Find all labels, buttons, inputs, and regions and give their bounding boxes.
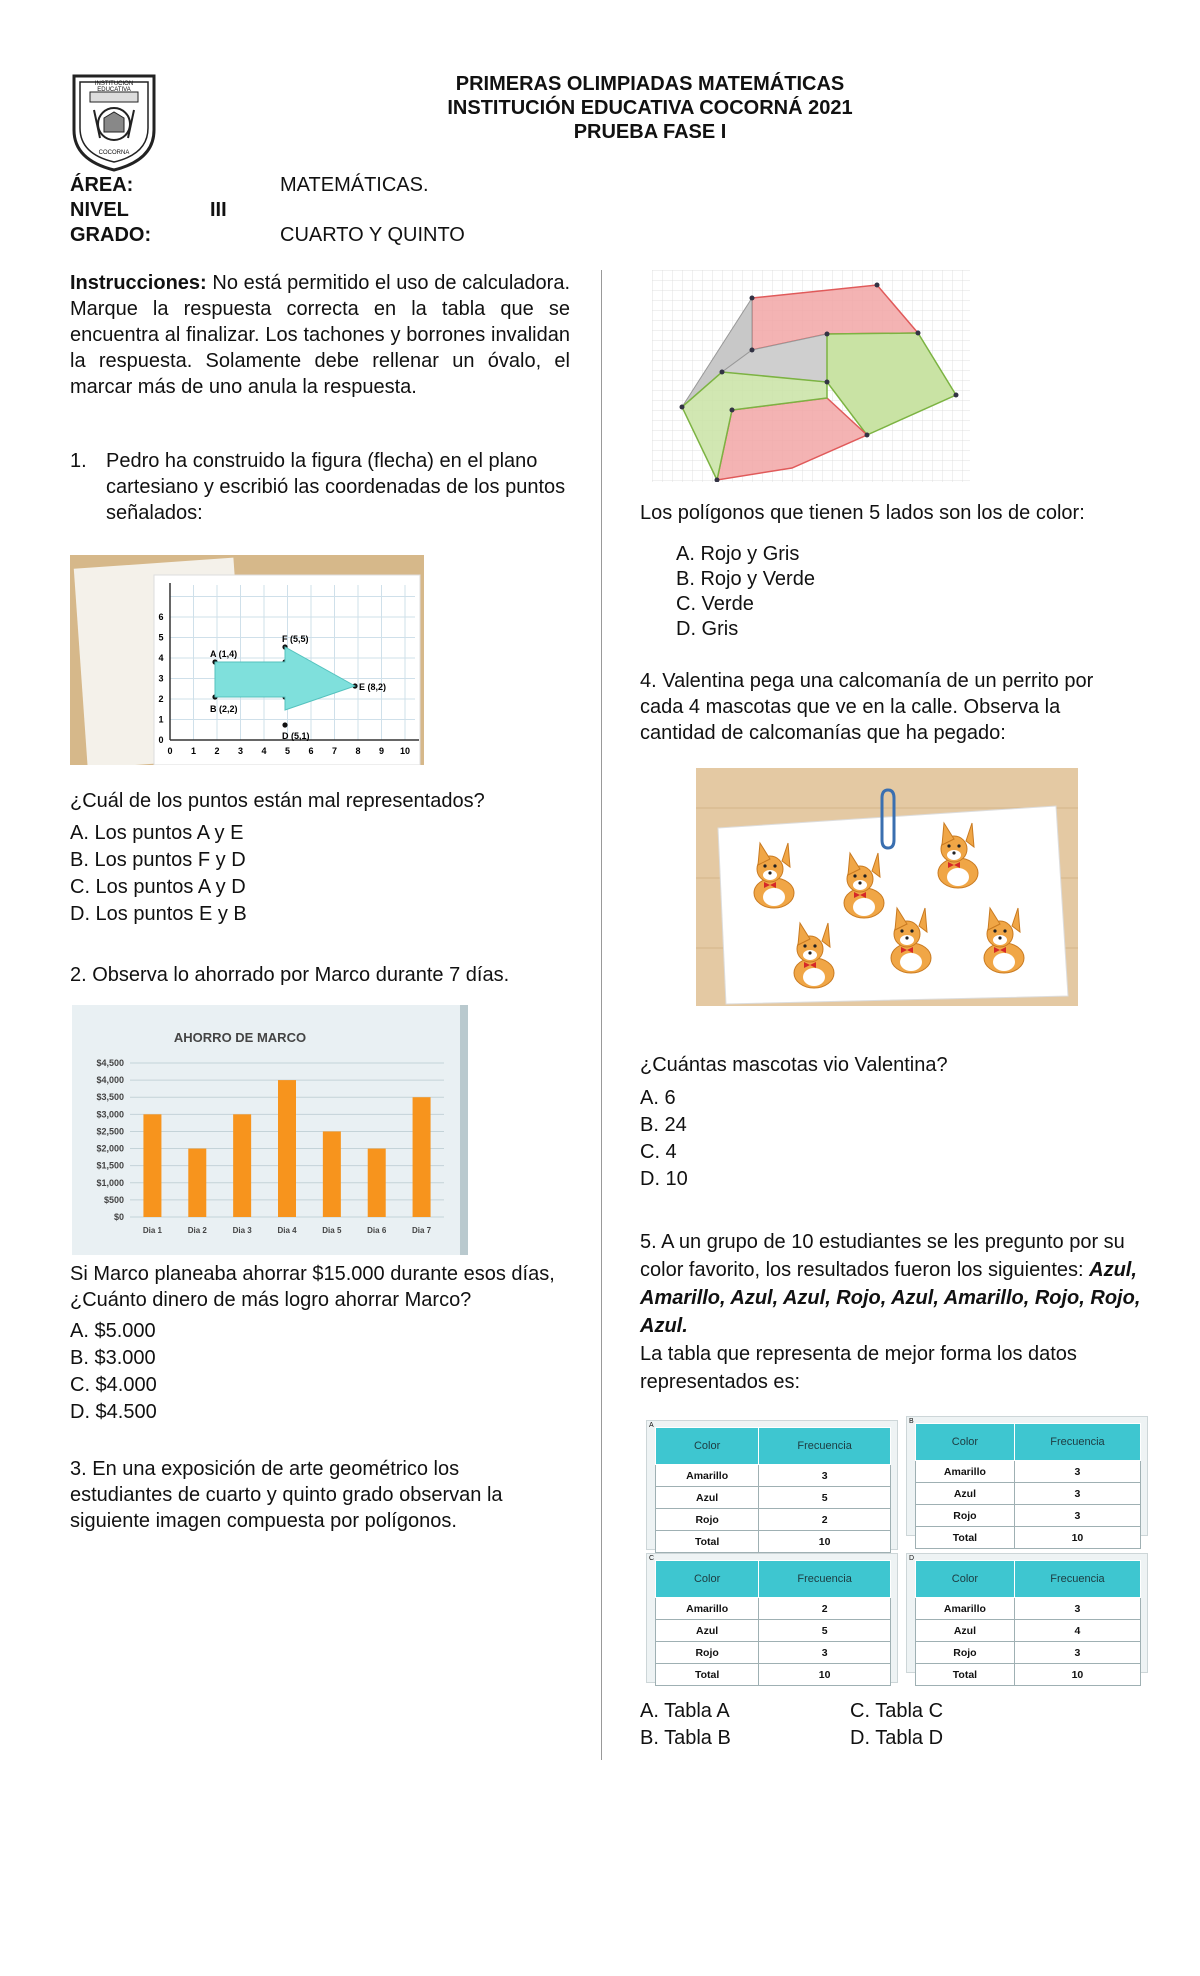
- chart-title: AHORRO DE MARCO: [173, 1030, 307, 1045]
- q5-text: [640, 1228, 1150, 1396]
- table-row: [916, 1620, 1141, 1642]
- left-column: [70, 270, 570, 1532]
- table-cell: 5: [759, 1487, 891, 1509]
- table-row: [916, 1505, 1141, 1527]
- q1-x-tick: 10: [399, 746, 411, 756]
- table-cell: 2: [759, 1509, 891, 1531]
- table-header: Color: [916, 1424, 1015, 1461]
- chart-bar: [278, 1080, 296, 1217]
- q1-y-tick: 4: [158, 653, 164, 663]
- q1-question: ¿Cuál de los puntos están mal representados?: [70, 790, 485, 812]
- q1-option-a[interactable]: A. Los puntos A y E: [70, 822, 244, 844]
- school-logo: [70, 72, 158, 172]
- q4-option-c[interactable]: C. 4: [640, 1141, 677, 1163]
- table-cell: 5: [759, 1620, 891, 1642]
- q1-y-tick: 3: [158, 673, 164, 684]
- table-cell: Amarillo: [656, 1465, 759, 1487]
- q5-table-a: [646, 1420, 898, 1550]
- q5-after: La tabla que representa de mejor forma los datos representados es:: [640, 1343, 1077, 1393]
- q5-table-d: [906, 1553, 1148, 1681]
- chart-y-tick: $1,500: [96, 1160, 124, 1171]
- q3-option-c[interactable]: C. Verde: [676, 593, 754, 615]
- q1-option-c[interactable]: C. Los puntos A y D: [70, 876, 246, 898]
- q1-x-tick: 0: [167, 746, 173, 756]
- q4-option-d[interactable]: D. 10: [640, 1168, 688, 1190]
- q5-option-b[interactable]: B. Tabla B: [640, 1727, 731, 1749]
- q3-question: Los polígonos que tienen 5 lados son los de color:: [640, 502, 1085, 524]
- logo-bottom-text: COCORNA: [98, 150, 130, 156]
- chart-bar: [368, 1149, 386, 1217]
- q3-text: 3. En una exposición de arte geométrico los estudiantes de cuarto y quinto grado observan la siguiente imagen compuesta por polígonos.: [70, 1458, 503, 1532]
- header-title-1: PRIMERAS OLIMPIADAS MATEMÁTICAS: [455, 73, 845, 95]
- chart-x-tick: Dia 7: [412, 1226, 432, 1235]
- chart-y-tick: $2,000: [96, 1143, 124, 1154]
- q3-options: [676, 542, 815, 642]
- table-cell: Total: [656, 1664, 759, 1686]
- table-cell: 4: [1014, 1620, 1140, 1642]
- q1-x-tick: 9: [378, 746, 385, 756]
- area-value: MATEMÁTICAS.: [280, 174, 429, 196]
- q1-cartesian-figure: [70, 555, 424, 765]
- table-header: Color: [656, 1428, 759, 1465]
- table-row: [656, 1531, 891, 1553]
- q1-point: [282, 722, 287, 727]
- table-cell: 3: [759, 1642, 891, 1664]
- table-row: [656, 1664, 891, 1686]
- table-row: [656, 1487, 891, 1509]
- q5-option-c[interactable]: C. Tabla C: [850, 1700, 944, 1722]
- q2-text: 2. Observa lo ahorrado por Marco durante 7 días.: [70, 964, 510, 986]
- chart-svg: [72, 1005, 460, 1255]
- chart-bar: [323, 1131, 341, 1217]
- table-header: Color: [916, 1561, 1015, 1598]
- chart-x-tick: Dia 3: [232, 1226, 252, 1235]
- q1-x-tick: 7: [331, 746, 338, 756]
- chart-y-tick: $4,500: [96, 1058, 124, 1068]
- logo-top-text: INSTITUCION EDUCATIVA: [94, 81, 134, 93]
- q1-point-label: B (2,2): [210, 704, 238, 714]
- q1-x-tick: 3: [237, 746, 244, 756]
- q1-option-d[interactable]: D. Los puntos E y B: [70, 903, 247, 925]
- q1-option-b[interactable]: B. Los puntos F y D: [70, 849, 246, 871]
- q1-options: [70, 820, 247, 928]
- q1-x-tick: 5: [284, 746, 291, 756]
- chart-bar: [188, 1149, 206, 1217]
- q1-point-label: A (1,4): [210, 649, 238, 659]
- table-cell: 10: [759, 1664, 891, 1686]
- question-1: [70, 448, 570, 526]
- table-row: [656, 1509, 891, 1531]
- chart-x-tick: Dia 2: [187, 1226, 207, 1235]
- table-cell: Azul: [656, 1620, 759, 1642]
- table-cell: 3: [1014, 1598, 1140, 1620]
- q1-y-tick: 2: [158, 694, 164, 704]
- table-cell: 3: [1014, 1642, 1140, 1664]
- table-cell: Amarillo: [916, 1598, 1015, 1620]
- area-label: ÁREA:: [70, 174, 134, 196]
- table-row: [916, 1483, 1141, 1505]
- q4-text: 4. Valentina pega una calcomanía de un perrito por cada 4 mascotas que ve en la calle. Observa la cantidad de calcomanías que ha pegado:: [640, 670, 1094, 744]
- chart-bar: [143, 1114, 161, 1217]
- instructions-text: No está permitido el uso de calculadora. Marque la respuesta correcta en la tabla que se encuentra al finalizar. Los tachones y borrones invalidan la respuesta. Solamente debe rellenar un óvalo, el marcar más de uno anula la respuesta.: [70, 272, 570, 398]
- instructions: [70, 270, 570, 420]
- q2-question: Si Marco planeaba ahorrar $15.000 durante esos días, ¿Cuánto dinero de más logro ahorrar Marco?: [70, 1263, 555, 1311]
- chart-bar: [413, 1097, 431, 1217]
- q1-y-tick: 6: [158, 612, 164, 622]
- table-tag: D: [909, 1555, 915, 1562]
- table-cell: 10: [1014, 1527, 1140, 1549]
- q5-colors: Azul, Amarillo, Azul, Azul, Rojo, Azul, Amarillo, Rojo, Rojo, Azul.: [640, 1259, 1141, 1337]
- q2-option-b[interactable]: B. $3.000: [70, 1347, 156, 1369]
- q4-option-b[interactable]: B. 24: [640, 1114, 687, 1136]
- q4-option-a[interactable]: A. 6: [640, 1087, 676, 1109]
- table-cell: Total: [916, 1527, 1015, 1549]
- table-row: [916, 1527, 1141, 1549]
- q4-options: [640, 1085, 688, 1193]
- q2-option-d[interactable]: D. $4.500: [70, 1401, 157, 1423]
- q5-intro: 5. A un grupo de 10 estudiantes se les pregunto por su color favorito, los resultados fueron los siguientes:: [640, 1231, 1125, 1281]
- table-cell: Rojo: [656, 1509, 759, 1531]
- q1-y-tick: 5: [158, 632, 164, 643]
- q1-x-tick: 2: [214, 746, 220, 756]
- table-tag: C: [649, 1555, 655, 1562]
- q1-point-label: D (5,1): [282, 731, 310, 741]
- chart-y-tick: $1,000: [96, 1177, 124, 1188]
- q1-text: Pedro ha construido la figura (flecha) en el plano cartesiano y escribió las coordenadas de los puntos señalados:: [106, 450, 566, 524]
- q1-x-tick: 4: [261, 746, 267, 756]
- table-cell: Azul: [656, 1487, 759, 1509]
- table-row: [656, 1465, 891, 1487]
- q5-option-d[interactable]: D. Tabla D: [850, 1727, 944, 1749]
- chart-bar: [233, 1114, 251, 1217]
- table-header: Frecuencia: [1014, 1561, 1140, 1598]
- q3-option-a[interactable]: A. Rojo y Gris: [676, 543, 800, 565]
- q3-option-b[interactable]: B. Rojo y Verde: [676, 568, 815, 590]
- table-cell: Rojo: [656, 1642, 759, 1664]
- q1-x-tick: 8: [355, 746, 361, 756]
- q1-y-tick: 0: [158, 735, 164, 745]
- q1-point-label: F (5,5): [282, 634, 309, 644]
- q5-table-b: [906, 1416, 1148, 1544]
- q1-x-tick: 1: [190, 746, 197, 756]
- q2-option-a[interactable]: A. $5.000: [70, 1320, 156, 1342]
- q4-question: ¿Cuántas mascotas vio Valentina?: [640, 1054, 948, 1076]
- table-cell: 3: [1014, 1461, 1140, 1483]
- table-cell: 3: [1014, 1505, 1140, 1527]
- frequency-table: [655, 1427, 891, 1553]
- nivel-value: III: [210, 199, 227, 221]
- q5-option-a[interactable]: A. Tabla A: [640, 1700, 730, 1722]
- q2-option-c[interactable]: C. $4.000: [70, 1374, 157, 1396]
- q1-point-label: E (8,2): [359, 682, 387, 692]
- frequency-table: [915, 1560, 1141, 1686]
- q2-chart: [72, 1005, 468, 1255]
- grado-value: CUARTO Y QUINTO: [280, 224, 465, 246]
- table-header: Frecuencia: [759, 1561, 891, 1598]
- table-row: [916, 1664, 1141, 1686]
- table-cell: Amarillo: [916, 1461, 1015, 1483]
- q3-option-d[interactable]: D. Gris: [676, 618, 739, 640]
- chart-y-tick: $2,500: [96, 1126, 124, 1137]
- table-row: [656, 1642, 891, 1664]
- table-cell: 10: [759, 1531, 891, 1553]
- frequency-table: [655, 1560, 891, 1686]
- table-header: Frecuencia: [759, 1428, 891, 1465]
- table-cell: Rojo: [916, 1642, 1015, 1664]
- chart-y-tick: $3,000: [96, 1109, 124, 1120]
- table-cell: Rojo: [916, 1505, 1015, 1527]
- chart-y-tick: $3,500: [96, 1092, 124, 1103]
- table-cell: Azul: [916, 1483, 1015, 1505]
- q1-y-tick: 1: [158, 714, 164, 725]
- chart-x-tick: Dia 1: [142, 1226, 162, 1235]
- header-title-2: INSTITUCIÓN EDUCATIVA COCORNÁ 2021: [447, 97, 853, 119]
- table-tag: A: [649, 1422, 654, 1429]
- chart-x-tick: Dia 6: [367, 1226, 387, 1235]
- table-row: [656, 1620, 891, 1642]
- q5-table-c: [646, 1553, 898, 1683]
- chart-x-tick: Dia 4: [277, 1226, 297, 1235]
- table-header: Color: [656, 1561, 759, 1598]
- chart-x-tick: Dia 5: [322, 1226, 342, 1235]
- q2-options: [70, 1318, 157, 1426]
- grado-label: GRADO:: [70, 224, 152, 246]
- table-header: Frecuencia: [1014, 1424, 1140, 1461]
- table-row: [916, 1642, 1141, 1664]
- table-tag: B: [909, 1418, 914, 1425]
- frequency-table: [915, 1423, 1141, 1549]
- q1-plane-svg: [70, 555, 424, 765]
- header-title-3: PRUEBA FASE I: [573, 121, 727, 143]
- q3-polygons-figure: [652, 270, 970, 482]
- chart-y-tick: $500: [103, 1194, 124, 1205]
- chart-y-tick: $4,000: [96, 1075, 124, 1086]
- table-cell: Total: [916, 1664, 1015, 1686]
- table-cell: 10: [1014, 1664, 1140, 1686]
- table-cell: Amarillo: [656, 1598, 759, 1620]
- table-cell: 2: [759, 1598, 891, 1620]
- q1-number: 1.: [70, 450, 87, 472]
- column-divider: [601, 270, 602, 1760]
- instructions-label: Instrucciones:: [70, 272, 207, 294]
- table-row: [656, 1598, 891, 1620]
- nivel-label: NIVEL: [70, 199, 129, 221]
- table-row: [916, 1598, 1141, 1620]
- table-cell: Total: [656, 1531, 759, 1553]
- table-cell: 3: [759, 1465, 891, 1487]
- table-cell: 3: [1014, 1483, 1140, 1505]
- table-cell: Azul: [916, 1620, 1015, 1642]
- q1-x-tick: 6: [308, 746, 314, 756]
- chart-y-tick: $0: [113, 1212, 124, 1222]
- table-row: [916, 1461, 1141, 1483]
- q4-sticker-board: [696, 768, 1078, 1006]
